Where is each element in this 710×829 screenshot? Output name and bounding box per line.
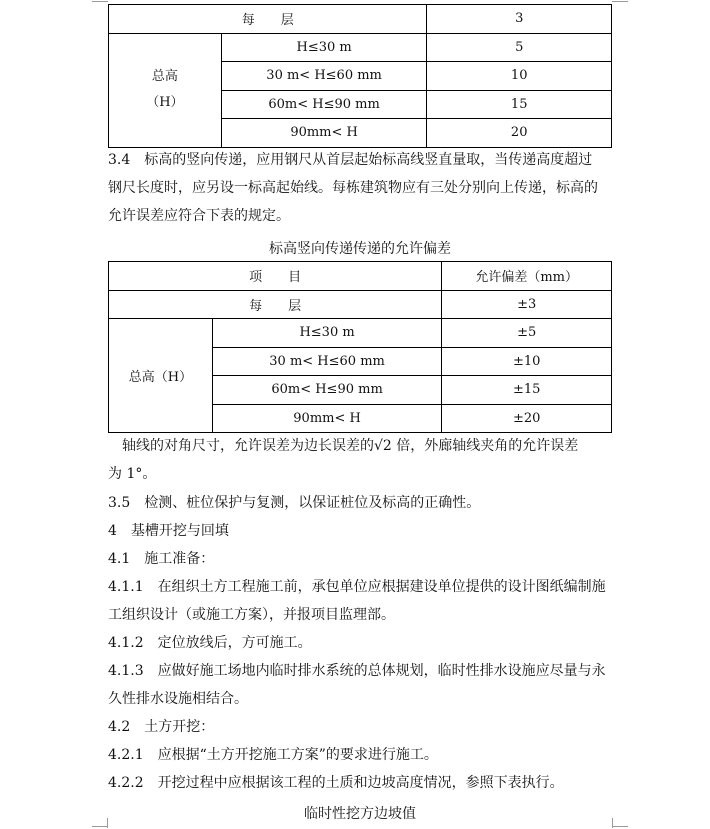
table-cell: ±20: [442, 404, 612, 433]
paragraph-4-2-1: 4.2.1 应根据“土方开挖施工方案”的要求进行施工。: [108, 747, 438, 763]
table-group-label: 总高（H）: [109, 319, 213, 433]
page-corner-mark: [92, 825, 108, 827]
table-caption: 临时性挖方边坡值: [304, 806, 416, 822]
paragraph-4-2-2: 4.2.2 开挖过程中应根据该工程的土质和边坡高度情况，参照下表执行。: [108, 775, 564, 791]
table-header-cell: 允许偏差（mm）: [442, 262, 612, 291]
table-row: [109, 319, 612, 348]
table-cell: 5: [427, 33, 612, 62]
section-heading-4-2: 4.2 土方开挖：: [108, 719, 215, 735]
table-row: [109, 290, 612, 319]
table-cell: ±3: [442, 290, 612, 319]
table-cell: 10: [427, 62, 612, 91]
table-row: [109, 33, 612, 62]
table-cell: ±15: [442, 376, 612, 405]
table-cell: ±5: [442, 319, 612, 348]
table-cell: 90mm< H: [221, 119, 427, 148]
table-group-label: [109, 33, 222, 147]
group-label-line: （H）: [146, 95, 184, 110]
paragraph-line: 4.1.3 应做好施工场地内临时排水系统的总体规划，临时性排水设施应尽量与永: [108, 663, 606, 679]
group-label-line: 总高: [151, 69, 178, 84]
table-cell: 每 层: [109, 290, 442, 319]
paragraph-line: 允许误差应符合下表的规定。: [108, 208, 290, 224]
table-cell: H≤30 m: [212, 319, 442, 348]
table-cell: 30 m< H≤60 mm: [212, 347, 442, 376]
paragraph-line: 工组织设计（或施工方案），并报项目监理部。: [108, 607, 395, 623]
table-cell: 60m< H≤90 mm: [221, 90, 427, 119]
paragraph-line: 3.4 标高的竖向传递，应用钢尺从首层起始标高线竖直量取，当传递高度超过: [108, 152, 593, 168]
table-cell: 90mm< H: [212, 404, 442, 433]
page-corner-mark: [612, 818, 614, 828]
page-corner-mark: [92, 0, 108, 2]
section-heading-4: 4 基槽开挖与回填: [108, 523, 229, 539]
paragraph-line: 4.1.1 在组织土方工程施工前，承包单位应根据建设单位提供的设计图纸编制施: [108, 579, 606, 595]
table-caption: 标高竖向传递传递的允许偏差: [269, 241, 451, 257]
tolerance-table-elevation: [108, 261, 612, 433]
table-cell: 30 m< H≤60 mm: [221, 62, 427, 91]
table-cell: H≤30 m: [221, 33, 427, 62]
table-header-row: [109, 262, 612, 291]
table-cell: 60m< H≤90 mm: [212, 376, 442, 405]
paragraph-4-1-2: 4.1.2 定位放线后，方可施工。: [108, 635, 312, 651]
table-cell: ±10: [442, 347, 612, 376]
table-header-cell: 项 目: [109, 262, 442, 291]
section-heading-4-1: 4.1 施工准备：: [108, 551, 215, 567]
page-corner-mark: [612, 0, 628, 2]
page-corner-mark: [612, 825, 628, 827]
table-cell: 20: [427, 119, 612, 148]
table-cell: 每 层: [109, 5, 427, 34]
table-cell: 15: [427, 90, 612, 119]
paragraph-line: 钢尺长度时，应另设一标高起始线。每栋建筑物应有三处分别向上传递，标高的: [108, 180, 598, 196]
paragraph-line: 轴线的对角尺寸，允许误差为边长误差的√2 倍，外廊轴线夹角的允许误差: [108, 438, 579, 454]
tolerance-table-axis: [108, 4, 612, 148]
table-row: [109, 5, 612, 34]
paragraph-line: 为 1°。: [108, 466, 157, 482]
paragraph-3-5: 3.5 检测、桩位保护与复测，以保证桩位及标高的正确性。: [108, 495, 481, 511]
paragraph-line: 久性排水设施相结合。: [108, 691, 248, 707]
table-cell: 3: [427, 5, 612, 34]
